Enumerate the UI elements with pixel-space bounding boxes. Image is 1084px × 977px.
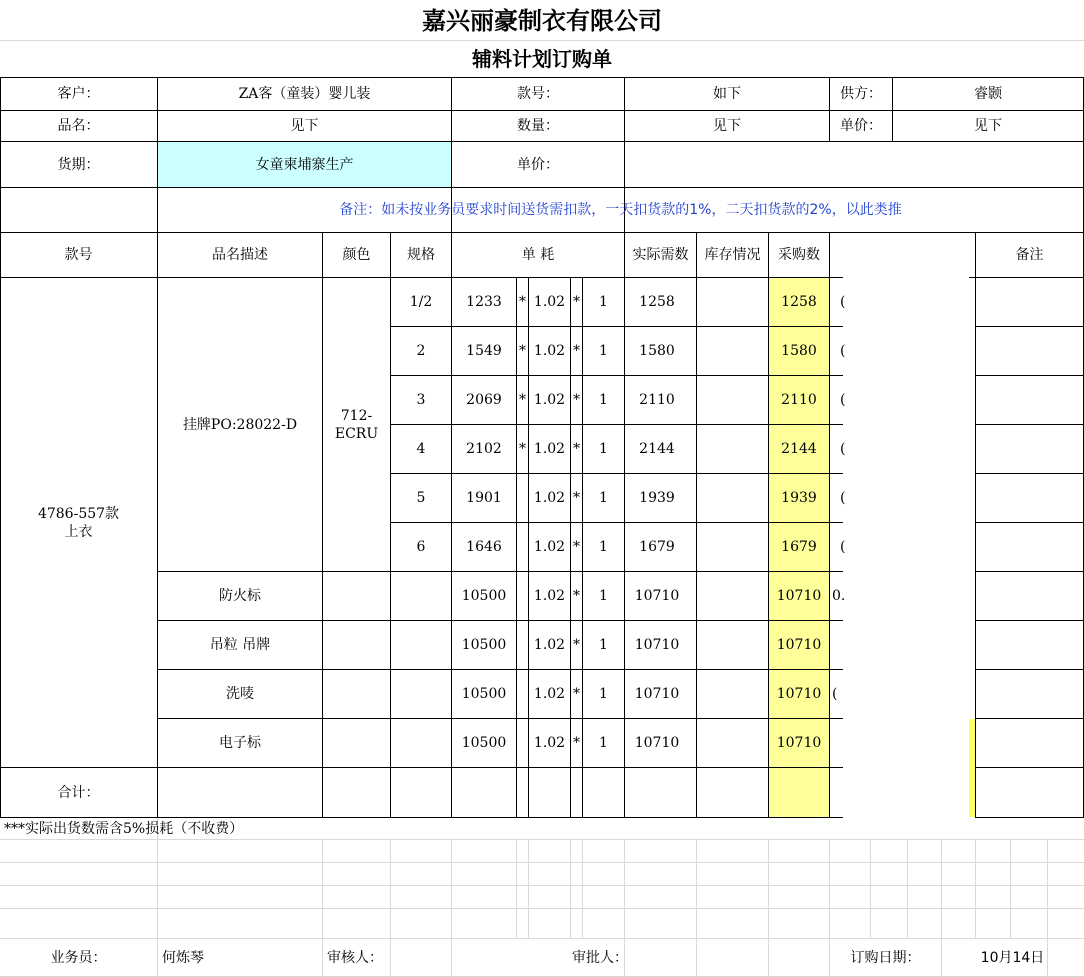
row-purchase-qty: 1258: [781, 294, 817, 310]
row-factor: 1.02: [533, 637, 566, 653]
row-actual-qty: 1679: [639, 539, 675, 555]
col-desc: 品名描述: [212, 247, 268, 263]
row-size: 6: [416, 539, 426, 555]
salesman-value: 何炼琴: [162, 949, 204, 966]
row-multiply-sign: *: [573, 539, 580, 555]
row-item-desc: 电子标: [219, 735, 261, 751]
row-actual-qty: 1939: [639, 490, 675, 506]
row-base-qty: 1233: [466, 294, 502, 310]
row-multiplier: 1: [599, 686, 608, 702]
row-tail-value: [830, 719, 850, 767]
price-label: 单价：: [840, 118, 882, 134]
row-actual-qty: 2144: [639, 441, 675, 457]
row-multiply-sign: *: [573, 392, 580, 408]
order-date-label: 订购日期：: [850, 949, 921, 966]
price-value: 见下: [974, 118, 1002, 134]
row-actual-qty: 2110: [639, 392, 675, 408]
form-title: 辅料计划订购单: [472, 47, 612, 71]
col-purchase: 采购数: [778, 247, 820, 263]
salesman-label: 业务员：: [50, 949, 107, 966]
row-actual-qty: 10710: [634, 588, 680, 604]
row-purchase-qty: 10710: [776, 686, 822, 702]
style-no-value: 如下: [713, 86, 741, 102]
product-value: 见下: [290, 118, 319, 134]
hangtag-color: [323, 278, 390, 571]
row-purchase-qty: 10710: [776, 588, 822, 604]
hangtag-color-line1: 712-: [340, 407, 373, 424]
product-label: 品名：: [57, 118, 100, 134]
company-name: 嘉兴丽豪制衣有限公司: [422, 6, 662, 35]
delivery-label: 货期：: [57, 156, 100, 173]
col-usage: 单 耗: [521, 247, 555, 263]
row-factor: 1.02: [533, 441, 566, 457]
row-multiplier: 1: [599, 392, 608, 408]
row-size: 1/2: [409, 294, 433, 310]
reviewer-label: 审核人：: [327, 949, 383, 966]
row-multiply-sign: [517, 523, 528, 571]
hangtag-color-line2: ECRU: [334, 425, 379, 442]
customer-label: 客户：: [57, 86, 100, 102]
qty-label: 数量：: [517, 118, 559, 134]
row-multiplier: 1: [599, 490, 608, 506]
row-tail-value: (: [840, 539, 846, 555]
delivery-value: 女童柬埔寨生产: [255, 156, 354, 173]
row-multiplier: 1: [599, 539, 608, 555]
col-size: 规格: [407, 247, 435, 263]
row-multiply-sign: *: [573, 441, 580, 457]
row-size: 3: [416, 392, 426, 408]
row-base-qty: 2102: [466, 441, 502, 457]
row-multiply-sign: *: [519, 441, 526, 457]
style-garment: 上衣: [64, 523, 93, 540]
total-label: 合计：: [57, 784, 100, 801]
col-style: 款号: [64, 247, 93, 263]
row-tail-value: (: [840, 343, 846, 359]
row-multiplier: 1: [599, 441, 608, 457]
col-color: 颜色: [342, 247, 371, 263]
order-date-value: 10月14日: [980, 949, 1045, 966]
row-actual-qty: 1580: [639, 343, 675, 359]
row-factor: 1.02: [533, 343, 566, 359]
row-factor: 1.02: [533, 294, 566, 310]
row-multiplier: 1: [599, 343, 608, 359]
row-actual-qty: 10710: [634, 735, 680, 751]
row-base-qty: 10500: [461, 637, 507, 653]
row-multiply-sign: *: [573, 637, 580, 653]
col-stock: 库存情况: [704, 247, 761, 263]
row-multiply-sign: *: [573, 588, 580, 604]
customer-value: ZA客（童装）婴儿装: [238, 86, 371, 102]
row-multiply-sign: *: [573, 490, 580, 506]
row-tail-value: (: [840, 490, 846, 506]
row-actual-qty: 1258: [639, 294, 675, 310]
row-multiply-sign: *: [573, 343, 580, 359]
row-size: 5: [416, 490, 426, 506]
price2-label: 单价：: [517, 156, 559, 173]
row-purchase-qty: 2110: [781, 392, 817, 408]
row-factor: 1.02: [533, 392, 566, 408]
supplier-label: 供方：: [840, 86, 882, 102]
style-number: 4786-557款: [37, 505, 120, 522]
row-multiply-sign: *: [519, 343, 526, 359]
row-multiply-sign: *: [573, 294, 580, 310]
row-multiply-sign: [517, 474, 528, 522]
row-multiplier: 1: [599, 637, 608, 653]
row-factor: 1.02: [533, 588, 566, 604]
row-item-desc: 防火标: [219, 588, 261, 604]
redacted-area-lower: [870, 700, 968, 820]
row-purchase-qty: 1580: [781, 343, 817, 359]
row-actual-qty: 10710: [634, 686, 680, 702]
remark-note: 备注：如未按业务员要求时间送货需扣款，一天扣货款的1%，二天扣货款的2%，以此类推: [339, 202, 902, 218]
qty-value: 见下: [713, 118, 741, 134]
row-size: 2: [416, 343, 426, 359]
style-cell: [0, 278, 157, 767]
row-base-qty: 1901: [466, 490, 502, 506]
row-item-desc: 吊粒 吊牌: [209, 637, 271, 653]
row-purchase-qty: 1679: [781, 539, 817, 555]
row-purchase-qty: 10710: [776, 637, 822, 653]
row-multiplier: 1: [599, 294, 608, 310]
col-actual: 实际需数: [632, 247, 689, 263]
row-factor: 1.02: [533, 735, 566, 751]
approver-label: 审批人：: [572, 949, 628, 966]
supplier-value: 睿颢: [974, 86, 1002, 102]
row-base-qty: 2069: [466, 392, 502, 408]
row-multiply-sign: *: [573, 735, 580, 751]
loss-note: ***实际出货数需含5%损耗（不收费）: [4, 821, 244, 837]
hangtag-desc: 挂牌PO:28022-D: [182, 416, 298, 433]
row-multiply-sign: *: [573, 686, 580, 702]
row-purchase-qty: 10710: [776, 735, 822, 751]
row-actual-qty: 10710: [634, 637, 680, 653]
row-size: 4: [416, 441, 426, 457]
row-multiplier: 1: [599, 588, 608, 604]
row-base-qty: 1549: [466, 343, 502, 359]
row-tail-value: (: [832, 686, 838, 702]
row-multiplier: 1: [599, 735, 608, 751]
row-factor: 1.02: [533, 539, 566, 555]
row-factor: 1.02: [533, 686, 566, 702]
col-remark: 备注: [1015, 247, 1044, 263]
row-tail-value: (: [840, 294, 846, 310]
row-tail-value: (: [840, 441, 846, 457]
row-multiply-sign: *: [519, 392, 526, 408]
row-tail-value: [830, 621, 850, 669]
row-base-qty: 1646: [466, 539, 502, 555]
row-item-desc: 洗唛: [226, 686, 254, 702]
row-tail-value: 0.: [832, 588, 846, 604]
row-purchase-qty: 2144: [781, 441, 817, 457]
row-purchase-qty: 1939: [781, 490, 817, 506]
style-no-label: 款号：: [517, 86, 559, 102]
row-multiply-sign: *: [519, 294, 526, 310]
side-highlight: [968, 719, 975, 817]
row-tail-value: (: [840, 392, 846, 408]
row-base-qty: 10500: [461, 686, 507, 702]
row-base-qty: 10500: [461, 588, 507, 604]
row-base-qty: 10500: [461, 735, 507, 751]
row-factor: 1.02: [533, 490, 566, 506]
